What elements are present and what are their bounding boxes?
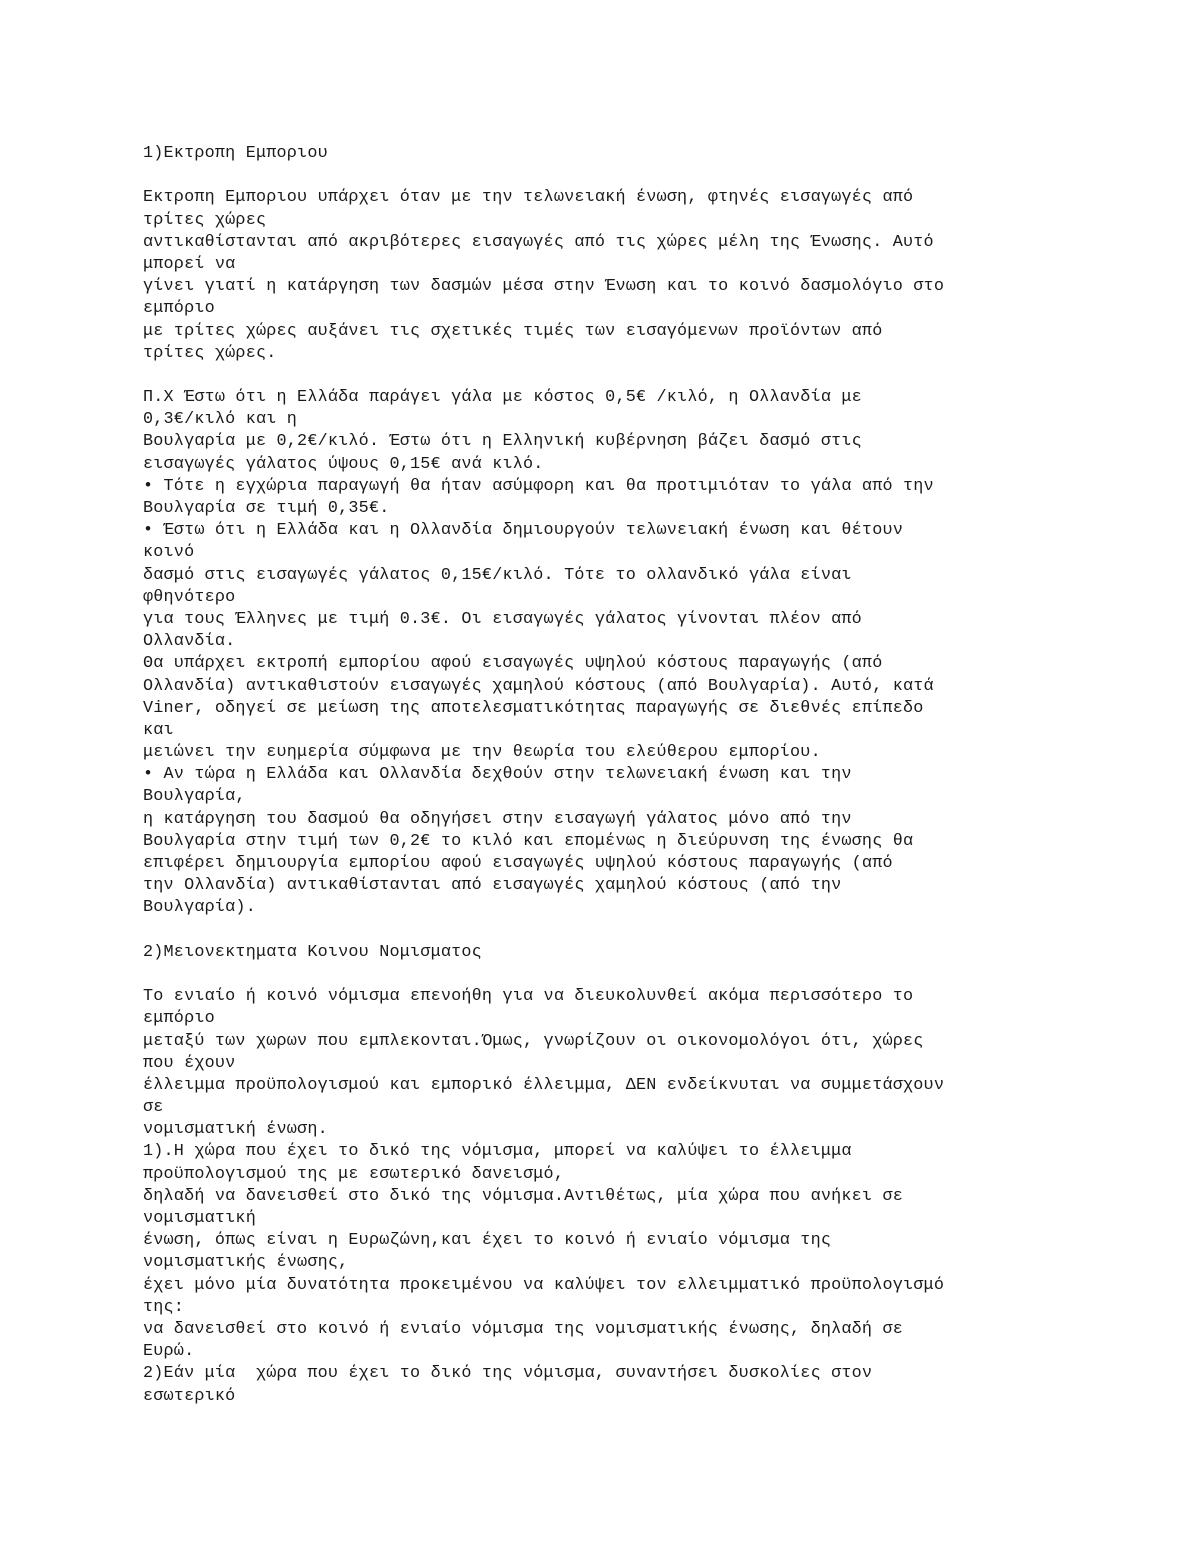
text-line: προϋπολογισμού της με εσωτερικό δανεισμό, xyxy=(143,1164,565,1184)
text-line: εσωτερικό xyxy=(143,1386,236,1406)
text-line: την Ολλανδία) αντικαθίστανται από εισαγωγές χαμηλού κόστους (από την xyxy=(143,876,842,896)
text-line: Viner, οδηγεί σε μείωση της αποτελεσματικότητας παραγωγής σε διεθνές επίπεδο xyxy=(143,698,924,718)
text-line: Βουλγαρία σε τιμή 0,35€. xyxy=(143,499,390,518)
text-line: έχει μόνο μία δυνατότητα προκειμένου να καλύψει τον ελλειμματικό προϋπολογισμό xyxy=(143,1275,945,1295)
text-line: Ευρώ. xyxy=(143,1342,195,1362)
text-line: δασμό στις εισαγωγές γάλατος 0,15€/κιλό. Τότε το ολλανδικό γάλα είναι xyxy=(143,565,852,585)
text-line: Ολλανδία) αντικαθιστούν εισαγωγές χαμηλού κόστους (από Βουλγαρία). Αυτό, κατά xyxy=(143,676,934,696)
text-line: με τρίτες χώρες αυξάνει τις σχετικές τιμές των εισαγόμενων προϊόντων από xyxy=(143,321,883,341)
text-line: νομισματικής ένωσης, xyxy=(143,1253,349,1273)
text-line xyxy=(143,964,1103,986)
text-line: Το ενιαίο ή κοινό νόμισμα επενοήθη για να διευκολυνθεί ακόμα περισσότερο το xyxy=(143,987,914,1007)
text-line xyxy=(143,365,1103,387)
text-line: 2)Μειονεκτηματα Κοινου Νομισματος xyxy=(143,942,482,962)
text-line: τρίτες χώρες. xyxy=(143,343,277,363)
text-line: εμπόριο xyxy=(143,299,215,319)
text-line: σε xyxy=(143,1098,164,1118)
text-line: δηλαδή να δανεισθεί στο δικό της νόμισμα.Αντιθέτως, μία χώρα που ανήκει σε xyxy=(143,1186,904,1206)
document-body xyxy=(143,143,1103,1408)
text-line: της: xyxy=(143,1297,185,1317)
text-line: 1).Η χώρα που έχει το δικό της νόμισμα, μπορεί να καλύψει το έλλειμμα xyxy=(143,1142,852,1162)
text-line: η κατάργηση του δασμού θα οδηγήσει στην εισαγωγή γάλατος μόνο από την xyxy=(143,809,852,829)
text-line: που έχουν xyxy=(143,1053,236,1073)
text-line: εμπόριο xyxy=(143,1009,215,1029)
text-line: ένωση, όπως είναι η Ευρωζώνη,και έχει το κοινό ή ενιαίο νόμισμα της xyxy=(143,1231,832,1251)
text-line: Ολλανδία. xyxy=(143,632,236,652)
text-line: μειώνει την ευημερία σύμφωνα με την θεωρία του ελεύθερου εμπορίου. xyxy=(143,743,821,763)
text-line: Βουλγαρία). xyxy=(143,898,256,918)
text-line: • Αν τώρα η Ελλάδα και Ολλανδία δεχθούν στην τελωνειακή ένωση και την xyxy=(143,765,852,785)
text-line: αντικαθίστανται από ακριβότερες εισαγωγές από τις χώρες μέλη της Ένωσης. Αυτό xyxy=(143,232,934,252)
text-line: και xyxy=(143,720,174,740)
text-line: 0,3€/κιλό και η xyxy=(143,410,298,430)
text-line: μπορεί να xyxy=(143,254,236,274)
text-line: κοινό xyxy=(143,543,195,563)
text-line: 1)Εκτροπη Εμποριου xyxy=(143,144,328,163)
text-line: νομισματική xyxy=(143,1209,256,1228)
text-line: • Έστω ότι η Ελλάδα και η Ολλανδία δημιουργούν τελωνειακή ένωση και θέτουν xyxy=(143,521,904,541)
text-line: Βουλγαρία, xyxy=(143,787,246,807)
text-line: επιφέρει δημιουργία εμπορίου αφού εισαγωγές υψηλού κόστους παραγωγής (από xyxy=(143,854,893,873)
text-line: γίνει γιατί η κατάργηση των δασμών μέσα στην Ένωση και το κοινό δασμολόγιο στο xyxy=(143,277,945,297)
text-line: μεταξύ των χωρων που εμπλεκονται.Όμως, γνωρίζουν οι οικονομολόγοι ότι, χώρες xyxy=(143,1031,924,1051)
text-line: Βουλγαρία με 0,2€/κιλό. Έστω ότι η Ελληνική κυβέρνηση βάζει δασμό στις xyxy=(143,432,862,452)
text-line: για τους Έλληνες με τιμή 0.3€. Οι εισαγωγές γάλατος γίνονται πλέον από xyxy=(143,609,862,629)
text-line: 2)Εάν μία χώρα που έχει το δικό της νόμισμα, συναντήσει δυσκολίες στον xyxy=(143,1364,873,1384)
text-line: να δανεισθεί στο κοινό ή ενιαίο νόμισμα της νομισματικής ένωσης, δηλαδή σε xyxy=(143,1319,904,1339)
text-line: Θα υπάρχει εκτροπή εμπορίου αφού εισαγωγές υψηλού κόστους παραγωγής (από xyxy=(143,654,883,674)
text-line: έλλειμμα προϋπολογισμού και εμπορικό έλλειμμα, ΔΕΝ ενδείκνυται να συμμετάσχουν xyxy=(143,1075,945,1095)
text-line: Εκτροπη Εμποριου υπάρχει όταν με την τελωνειακή ένωση, φτηνές εισαγωγές από xyxy=(143,188,914,208)
text-line: φθηνότερο xyxy=(143,587,236,607)
text-line: Βουλγαρία στην τιμή των 0,2€ το κιλό και επομένως η διεύρυνση της ένωσης θα xyxy=(143,831,914,851)
text-line: Π.Χ Έστω ότι η Ελλάδα παράγει γάλα με κόστος 0,5€ /κιλό, η Ολλανδία με xyxy=(143,388,862,408)
text-line: τρίτες χώρες xyxy=(143,210,267,230)
text-line xyxy=(143,165,1103,187)
text-line: νομισματική ένωση. xyxy=(143,1120,328,1140)
text-line: • Τότε η εγχώρια παραγωγή θα ήταν ασύμφορη και θα προτιμιόταν το γάλα από την xyxy=(143,476,934,496)
text-line: εισαγωγές γάλατος ύψους 0,15€ ανά κιλό. xyxy=(143,454,544,474)
text-line xyxy=(143,920,1103,942)
